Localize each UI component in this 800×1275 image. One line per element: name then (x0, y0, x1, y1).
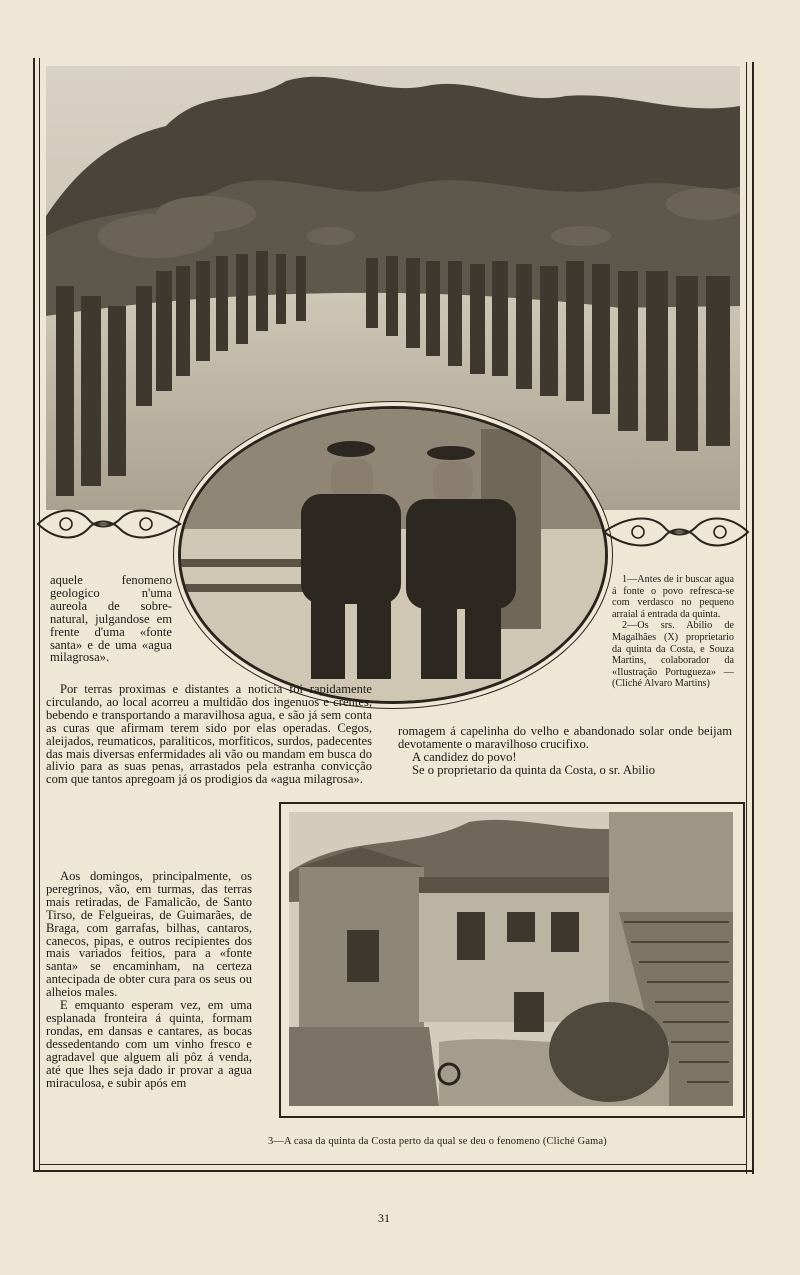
paragraph: A candidez do povo! (412, 749, 517, 764)
article-left-intro (50, 574, 172, 664)
frame-right-outer (752, 62, 754, 1174)
frame-left-inner (39, 58, 40, 1170)
paragraph: Se o proprietario da quinta da Costa, o sr. Abilio (412, 762, 656, 777)
article-left-body (46, 683, 372, 786)
caption-1: 1—Antes de ir buscar agua á fonte o povo refresca-se com verdasco no pequeno arraial á entrada da quinta. (612, 574, 734, 620)
paragraph: aquele fenomeno geologico n'uma aureola de sobre-natural, julgandose em frente d'uma «fonte santa» e de uma «agua milagrosa». (50, 573, 172, 665)
frame-left-outer (33, 58, 35, 1170)
frame-bottom-outer (33, 1170, 754, 1172)
paragraph: E emquanto esperam vez, em uma esplanada fronteira á quinta, formam rondas, em dansas e cantares, as bocas dessedentando com um vinho fresco e agradavel que alguem ali pôz á venda, até que lhes seja dado ir provar a agua miraculosa, e subir após em (46, 998, 252, 1090)
ornament-left (36, 503, 182, 545)
page-number: 31 (378, 1211, 390, 1225)
paragraph: Por terras proximas e distantes a noticia foi rapidamente circulando, ao local acorreu a multidão dos ingenuos e crentes, bebendo e transportando a maravilhosa agua, e são já sem conta as curas que afirmam terem sido por elas operadas. Cegos, aleijados, reumaticos, paraliticos, morfiticos, surdos, padecentes das mais diversas enfermidades ali vão ou mandam em busca do alivio para as suas penas, arrastados pela estranha convicção com que tantos apregoam já os prodigios da «agua milagrosa». (46, 682, 372, 787)
frame-right-inner (746, 62, 747, 1174)
caption-2: 2—Os srs. Abilio de Magalhães (X) proprietario da quinta da Costa, e Souza Martins, colaborador da «Ilustração Portugueza» — (Cliché Alvaro Martins) (612, 620, 734, 690)
caption-photo-1-2 (612, 574, 734, 690)
frame-bottom-inner (39, 1164, 747, 1165)
caption-photo-3: 3—A casa da quinta da Costa perto da qual se deu o fenomeno (Cliché Gama) (268, 1136, 607, 1147)
ornament-right (602, 511, 750, 553)
photo-house (289, 812, 733, 1106)
article-left-lower (46, 870, 252, 1089)
article-right-body (398, 725, 732, 777)
paragraph: romagem á capelinha do velho e abandonado solar onde beijam devotamente o maravilhoso crucifixo. (398, 724, 732, 751)
photo-portrait-oval (178, 406, 608, 704)
paragraph: Aos domingos, principalmente, os peregrinos, vão, em turmas, das terras mais retiradas, de Famalicão, de Santo Tirso, de Felgueiras, de Guimarães, de Braga, com garrafas, bilhas, cantaros, canecos, pipas, e outros recipientes dos mais variados feitios, para a «fonte santa» se encaminham, na certeza antecipada de obter cura para os seus ou alheios males. (46, 869, 252, 1000)
